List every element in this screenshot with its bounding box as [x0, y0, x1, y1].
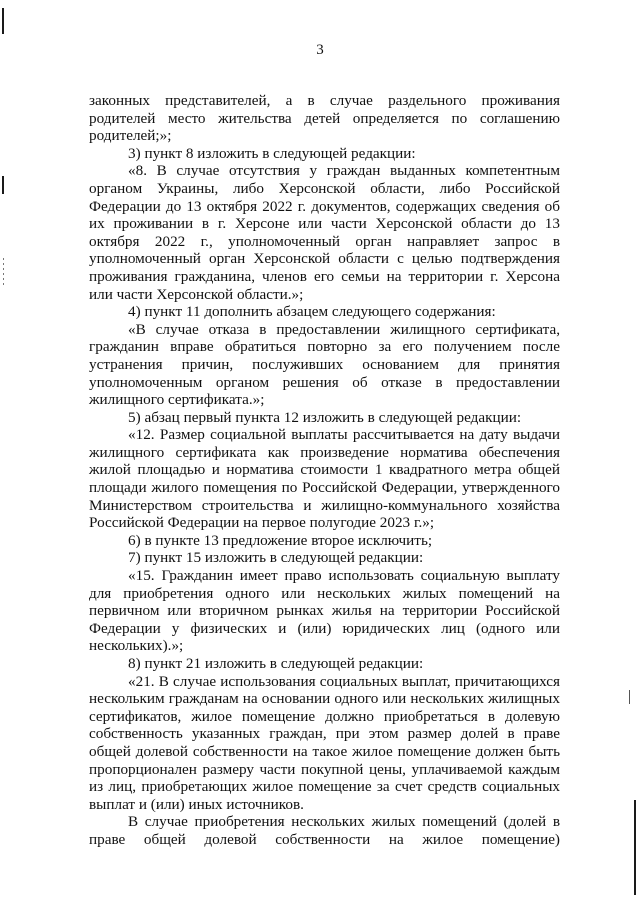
- paragraph: «21. В случае использования социальных выплат, причитающихся нескольким гражданам на основании одного или нескольких жилищных сертификатов, жилое помещение должно приобретаться в долевую собственность указанных граждан, при этом размер долей в праве общей долевой собственности на такое жилое помещение должен быть пропорционален размеру части покупной цены, уплачиваемой каждым из лиц, приобретающих жилое помещение за счет средств социальных выплат и (или) иных источников.: [89, 672, 560, 813]
- document-body: [89, 92, 560, 849]
- scan-margin-mark: [2, 176, 4, 194]
- page-number: 3: [316, 42, 324, 58]
- paragraph: 3) пункт 8 изложить в следующей редакции:: [128, 144, 416, 162]
- paragraph: «15. Гражданин имеет право использовать социальную выплату для приобретения одного или нескольких жилых помещений на первичном или вторичном рынках жилья на территории Российской Федерации у физических и (или) юридических лиц (одного или нескольких).»;: [89, 567, 560, 655]
- paragraph: «В случае отказа в предоставлении жилищного сертификата, гражданин вправе обратиться повторно за его получением после устранения причин, послуживших основанием для принятия уполномоченным органом решения об отказе в предоставлении жилищного сертификата.»;: [89, 320, 560, 409]
- scan-margin-dots: [3, 258, 4, 286]
- paragraph: законных представителей, а в случае раздельного проживания родителей место жительства детей определяется по соглашению родителей;»;: [89, 92, 560, 145]
- paragraph: «8. В случае отсутствия у граждан выданных компетентным органом Украины, либо Херсонской области, либо Российской Федерации до 13 октября 2022 г. документов, содержащих сведения об их проживании в г. Херсоне или части Херсонской области до 13 октября 2022 г., уполномоченный орган направляет запрос в уполномоченный орган Херсонской области с целью подтверждения проживания гражданина, членов его семьи на территории г. Херсона или части Херсонской области.»;: [89, 162, 560, 303]
- paragraph: 7) пункт 15 изложить в следующей редакции:: [128, 549, 424, 567]
- paragraph: 5) абзац первый пункта 12 изложить в следующей редакции:: [128, 408, 522, 426]
- paragraph: 4) пункт 11 дополнить абзацем следующего содержания:: [128, 303, 496, 321]
- paragraph: «12. Размер социальной выплаты рассчитывается на дату выдачи жилищного сертификата как произведение норматива обеспечения жилой площадью и норматива стоимости 1 квадратного метра общей площади жилого помещения по Российской Федерации, утвержденного Министерством строительства и жилищно-коммунального хозяйства Российской Федерации на первое полугодие 2023 г.»;: [89, 426, 560, 532]
- paragraph: 8) пункт 21 изложить в следующей редакции:: [128, 655, 424, 672]
- scan-margin-mark: [629, 690, 630, 704]
- paragraph: 6) в пункте 13 предложение второе исключить;: [128, 531, 433, 549]
- scan-margin-mark: [634, 800, 636, 895]
- scan-margin-mark: [2, 8, 4, 34]
- paragraph: В случае приобретения нескольких жилых помещений (долей в праве общей долевой собственности на жилое помещение): [89, 813, 560, 848]
